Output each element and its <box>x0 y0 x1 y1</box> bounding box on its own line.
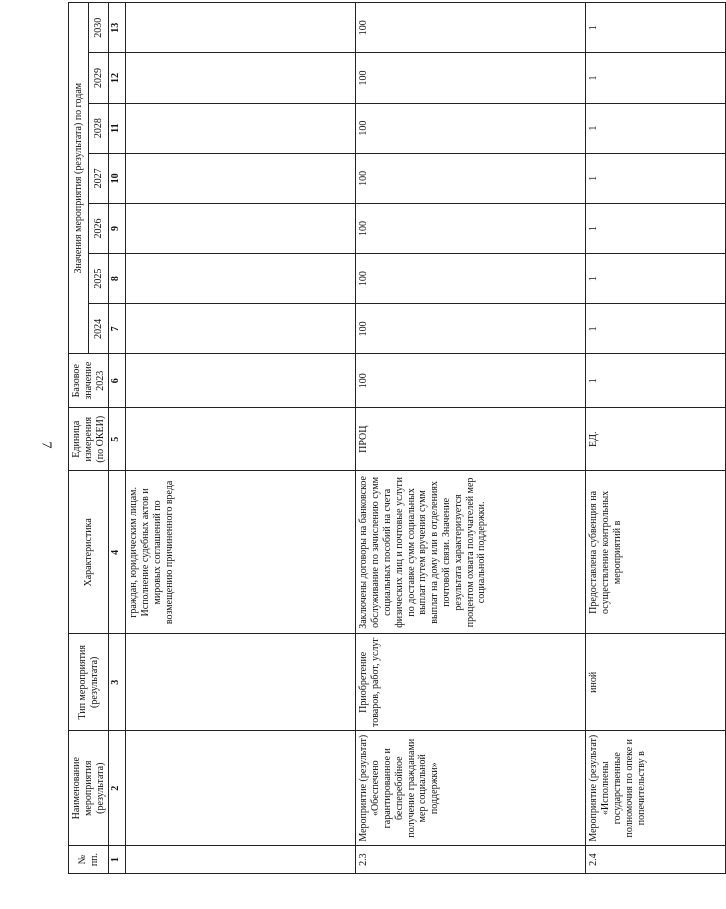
row-value: 100 <box>356 103 586 153</box>
table-row <box>126 3 356 874</box>
header-values-group: Значения мероприятия (результата) по годам <box>69 3 89 354</box>
row-value <box>126 103 356 153</box>
header-year: 2028 <box>89 103 109 153</box>
row-base: 100 <box>356 354 586 408</box>
row-type: иной <box>586 634 726 731</box>
row-value: 1 <box>586 53 726 103</box>
header-num: № пп. <box>69 846 109 874</box>
table-row <box>586 3 726 874</box>
row-base <box>126 354 356 408</box>
row-value: 100 <box>356 3 586 53</box>
row-characteristic: граждан, юридическим лицам. Исполнение судебных актов и мировых соглашений по возмещению причиненного вреда <box>126 471 356 634</box>
header-unit: Единица измерения (по ОКЕИ) <box>69 407 109 471</box>
row-value: 1 <box>586 203 726 253</box>
row-type: Приобретение товаров, работ, услуг <box>356 634 586 731</box>
column-number: 9 <box>109 203 126 253</box>
row-value: 1 <box>586 103 726 153</box>
header-year: 2024 <box>89 304 109 354</box>
row-unit <box>126 407 356 471</box>
row-value: 100 <box>356 304 586 354</box>
column-number: 13 <box>109 3 126 53</box>
row-num: 2.3 <box>356 846 586 874</box>
row-value <box>126 3 356 53</box>
row-value <box>126 254 356 304</box>
row-name <box>126 731 356 846</box>
row-characteristic: Заключены договоры на банковское обслуживание по зачислению сумм социальных пособий на счета физических лиц и почтовые услуги по доставке сумм социальных выплат путем вручения сумм выплат на дому или в отделениях почтовой связи. Значение результата характеризуется процентом охвата получателей мер социальной поддержки. <box>356 471 586 634</box>
row-value: 1 <box>586 3 726 53</box>
row-num: 2.4 <box>586 846 726 874</box>
column-number: 8 <box>109 254 126 304</box>
row-value: 1 <box>586 304 726 354</box>
row-value <box>126 203 356 253</box>
header-year: 2029 <box>89 53 109 103</box>
header-base: Базовое значение 2023 <box>69 354 109 408</box>
row-num <box>126 846 356 874</box>
header-type: Тип мероприятия (результата) <box>69 634 109 731</box>
header-name: Наименование мероприятия (результата) <box>69 731 109 846</box>
row-value: 100 <box>356 153 586 203</box>
column-number: 4 <box>109 471 126 634</box>
header-year: 2027 <box>89 153 109 203</box>
page-number: 7 <box>38 441 54 449</box>
column-number: 1 <box>109 846 126 874</box>
row-value: 100 <box>356 203 586 253</box>
row-characteristic: Предоставлена субвенция на осуществление контрольных мероприятий в <box>586 471 726 634</box>
row-value <box>126 153 356 203</box>
row-value: 100 <box>356 254 586 304</box>
column-number: 12 <box>109 53 126 103</box>
table-row <box>356 3 586 874</box>
column-number: 5 <box>109 407 126 471</box>
column-number: 2 <box>109 731 126 846</box>
header-year: 2025 <box>89 254 109 304</box>
row-unit: ПРОЦ <box>356 407 586 471</box>
header-characteristic: Характеристика <box>69 471 109 634</box>
plan-table <box>68 2 726 874</box>
row-value <box>126 304 356 354</box>
row-type <box>126 634 356 731</box>
column-number: 11 <box>109 103 126 153</box>
row-name: Мероприятие (результат) «Исполнены государственные полномочия по опеке и попечительству в <box>586 731 726 846</box>
row-name: Мероприятие (результат) «Обеспечено гарантированное и бесперебойное получение гражданами мер социальной поддержки» <box>356 731 586 846</box>
row-value <box>126 53 356 103</box>
row-value: 100 <box>356 53 586 103</box>
header-row-1 <box>69 3 89 874</box>
header-year: 2026 <box>89 203 109 253</box>
column-number: 10 <box>109 153 126 203</box>
row-value: 1 <box>586 153 726 203</box>
row-base: 1 <box>586 354 726 408</box>
row-value: 1 <box>586 254 726 304</box>
row-unit: ЕД. <box>586 407 726 471</box>
column-number: 3 <box>109 634 126 731</box>
column-number-row <box>109 3 126 874</box>
column-number: 7 <box>109 304 126 354</box>
column-number: 6 <box>109 354 126 408</box>
header-year: 2030 <box>89 3 109 53</box>
